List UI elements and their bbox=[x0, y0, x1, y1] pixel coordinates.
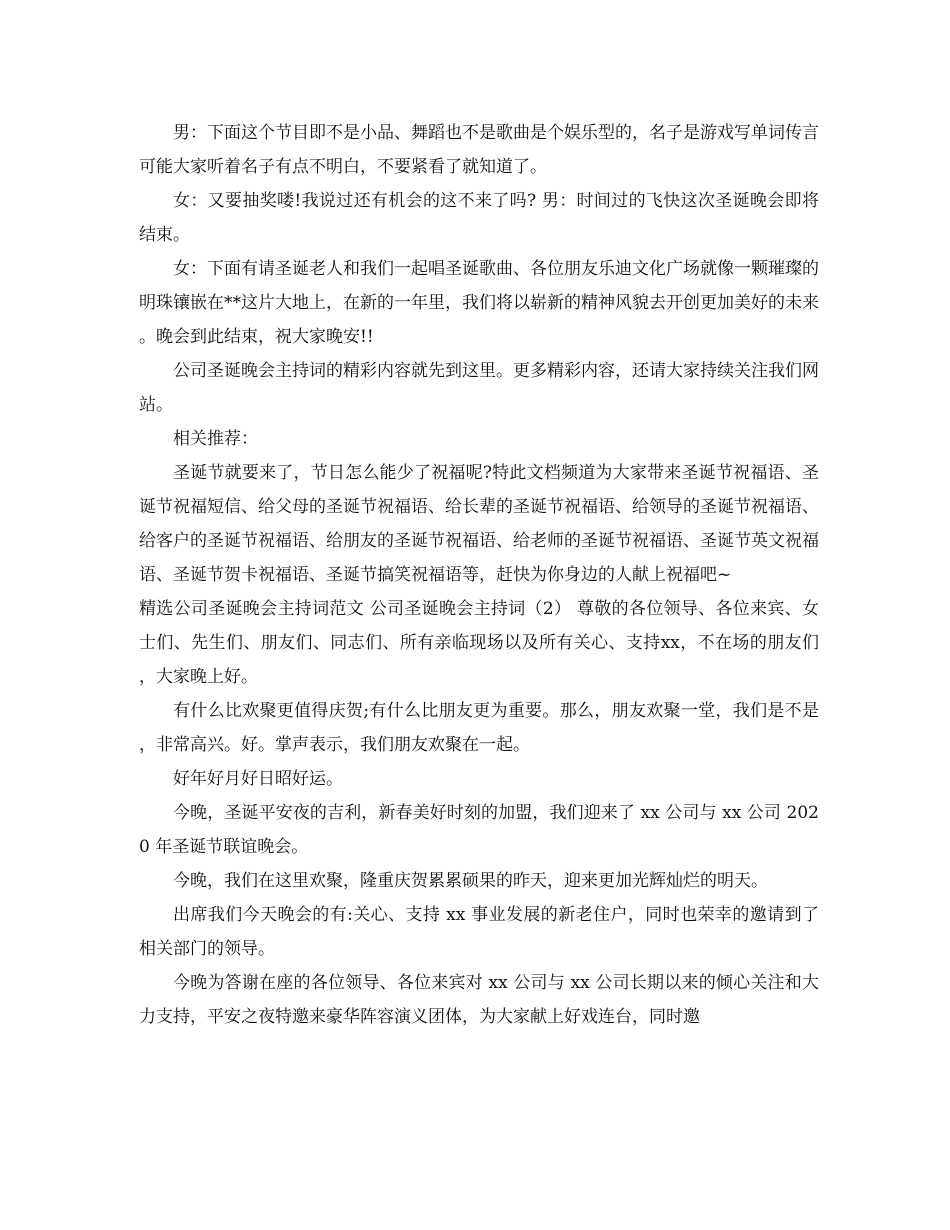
paragraph-10: 今晚，圣诞平安夜的吉利，新春美好时刻的加盟，我们迎来了 xx 公司与 xx 公司 2020 年圣诞节联谊晚会。 bbox=[139, 803, 819, 857]
paragraph-13: 今晚为答谢在座的各位领导、各位来宾对 xx 公司与 xx 公司长期以来的倾心关注和大力支持，平安之夜特邀来豪华阵容演义团体，为大家献上好戏连台，同时邀 bbox=[139, 973, 819, 1027]
paragraph-9: 好年好月好日昭好运。 bbox=[173, 769, 343, 789]
paragraph-6: 圣诞节就要来了，节日怎么能少了祝福呢?特此文档频道为大家带来圣诞节祝福语、圣诞节祝福短信、给父母的圣诞节祝福语、给长辈的圣诞节祝福语、给领导的圣诞节祝福语、给客户的圣诞节祝福语、给朋友的圣诞节祝福语、给老师的圣诞节祝福语、圣诞节英文祝福语、圣诞节贺卡祝福语、圣诞节搞笑祝福语等，赶快为你身边的人献上祝福吧~ bbox=[139, 463, 819, 585]
paragraph-12: 出席我们今天晚会的有:关心、支持 xx 事业发展的新老住户，同时也荣幸的邀请到了相关部门的领导。 bbox=[139, 905, 819, 959]
paragraph-5: 相关推荐： bbox=[173, 429, 258, 449]
paragraph-3: 女：下面有请圣诞老人和我们一起唱圣诞歌曲、各位朋友乐迪文化广场就像一颗璀璨的明珠镶嵌在**这片大地上，在新的一年里，我们将以崭新的精神风貌去开创更加美好的未来。晚会到此结束，祝大家晚安!! bbox=[139, 259, 819, 347]
paragraph-4: 公司圣诞晚会主持词的精彩内容就先到这里。更多精彩内容，还请大家持续关注我们网站。 bbox=[139, 361, 819, 415]
document-body bbox=[139, 116, 819, 1034]
paragraph-11: 今晚，我们在这里欢聚，隆重庆贺累累硕果的昨天，迎来更加光辉灿烂的明天。 bbox=[173, 871, 768, 891]
paragraph-1: 男：下面这个节目即不是小品、舞蹈也不是歌曲是个娱乐型的，名子是游戏写单词传言可能大家听着名子有点不明白，不要紧看了就知道了。 bbox=[139, 123, 819, 177]
paragraph-2: 女：又要抽奖喽!我说过还有机会的这不来了吗? 男：时间过的飞快这次圣诞晚会即将结束。 bbox=[139, 191, 819, 245]
paragraph-8: 有什么比欢聚更值得庆贺;有什么比朋友更为重要。那么，朋友欢聚一堂，我们是不是，非常高兴。好。掌声表示，我们朋友欢聚在一起。 bbox=[139, 701, 819, 755]
paragraph-7: 精选公司圣诞晚会主持词范文 公司圣诞晚会主持词（2） 尊敬的各位领导、各位来宾、女士们、先生们、朋友们、同志们、所有亲临现场以及所有关心、支持xx，不在场的朋友们，大家晚上好。 bbox=[139, 599, 819, 687]
